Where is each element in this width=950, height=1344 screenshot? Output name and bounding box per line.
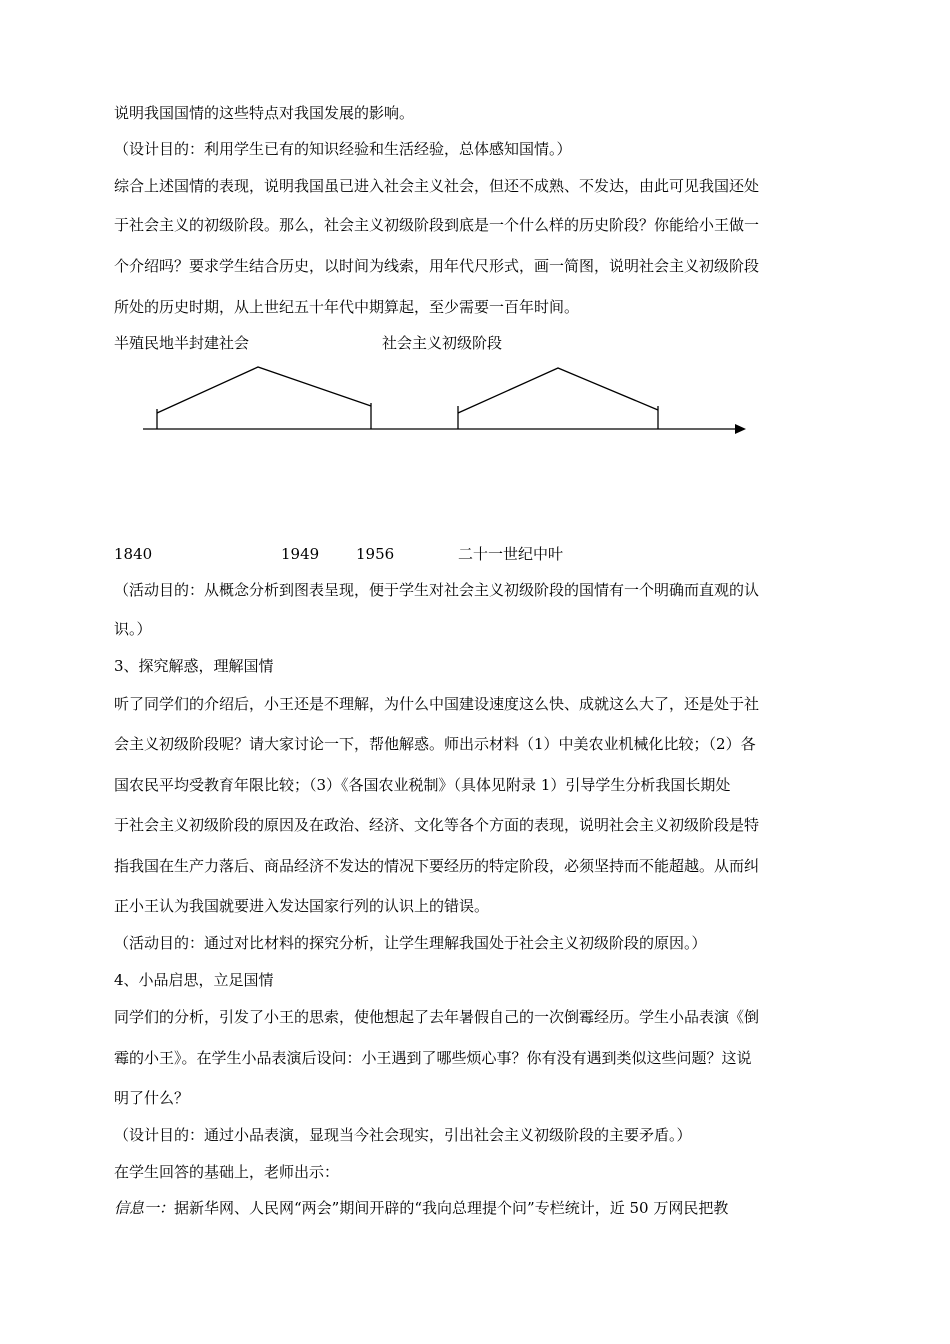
timeline-year-1956: 1956 xyxy=(356,545,395,563)
timeline-arrowhead xyxy=(735,424,746,434)
timeline-year-1840: 1840 xyxy=(114,545,153,563)
paragraph-line: 同学们的分析，引发了小王的思索，使他想起了去年暑假自己的一次倒霉经历。学生小品表演《倒 xyxy=(114,1008,760,1026)
bracket-right-roof xyxy=(458,368,658,413)
paragraph-line: 所处的历史时期，从上世纪五十年代中期算起，至少需要一百年时间。 xyxy=(114,298,580,316)
paragraph-line: 说明我国国情的这些特点对我国发展的影响。 xyxy=(114,104,415,122)
paragraph-line: 综合上述国情的表现，说明我国虽已进入社会主义社会，但还不成熟、不发达，由此可见我国还处 xyxy=(114,177,760,195)
activity-purpose-note: （活动目的：通过对比材料的探究分析，让学生理解我国处于社会主义初级阶段的原因。） xyxy=(114,934,707,952)
section-heading-4: 4、小品启思，立足国情 xyxy=(114,971,274,989)
paragraph-line: 于社会主义初级阶段的原因及在政治、经济、文化等各个方面的表现，说明社会主义初级阶段是特 xyxy=(114,816,760,834)
bracket-left-roof xyxy=(157,367,371,413)
paragraph-line: 国农民平均受教育年限比较；（3）《各国农业税制》（具体见附录 1）引导学生分析我国长期处 xyxy=(114,776,731,794)
paragraph-line: 霉的小王》。在学生小品表演后设问：小王遇到了哪些烦心事？你有没有遇到类似这些问题？这说 xyxy=(114,1049,752,1067)
paragraph-line: 正小王认为我国就要进入发达国家行列的认识上的错误。 xyxy=(114,897,490,915)
info-one-line xyxy=(114,1198,728,1218)
paragraph-line: 在学生回答的基础上，老师出示： xyxy=(114,1163,340,1181)
info-one-label: 信息一： xyxy=(114,1199,175,1217)
timeline-label-semicolonial: 半殖民地半封建社会 xyxy=(114,334,250,352)
timeline-label-primary-stage: 社会主义初级阶段 xyxy=(382,334,503,352)
design-purpose-note: （设计目的：利用学生已有的知识经验和生活经验，总体感知国情。） xyxy=(114,140,572,158)
timeline-year-mid21: 二十一世纪中叶 xyxy=(458,545,564,563)
timeline-year-1949: 1949 xyxy=(281,545,320,563)
paragraph-line: 指我国在生产力落后、商品经济不发达的情况下要经历的特定阶段，必须坚持而不能超越。从而纠 xyxy=(114,857,760,875)
timeline-diagram xyxy=(0,0,950,560)
design-purpose-note: （设计目的：通过小品表演，显现当今社会现实，引出社会主义初级阶段的主要矛盾。） xyxy=(114,1126,692,1144)
paragraph-line: 于社会主义的初级阶段。那么，社会主义初级阶段到底是一个什么样的历史阶段？你能给小王做一 xyxy=(114,216,760,234)
activity-purpose-note: （活动目的：从概念分析到图表呈现，便于学生对社会主义初级阶段的国情有一个明确而直观的认 xyxy=(114,581,760,599)
info-one-text: 据新华网、人民网“两会”期间开辟的“我向总理提个问”专栏统计，近 50 万网民把教 xyxy=(174,1199,729,1217)
paragraph-line: 听了同学们的介绍后，小王还是不理解，为什么中国建设速度这么快、成就这么大了，还是处于社 xyxy=(114,695,760,713)
section-heading-3: 3、探究解惑，理解国情 xyxy=(114,657,274,675)
paragraph-line: 明了什么？ xyxy=(114,1089,190,1107)
paragraph-line: 个介绍吗？要求学生结合历史，以时间为线索，用年代尺形式，画一简图，说明社会主义初级阶段 xyxy=(114,257,760,275)
activity-purpose-note: 识。） xyxy=(114,620,152,638)
paragraph-line: 会主义初级阶段呢？请大家讨论一下，帮他解惑。师出示材料（1）中美农业机械化比较；（2）各 xyxy=(114,735,756,753)
